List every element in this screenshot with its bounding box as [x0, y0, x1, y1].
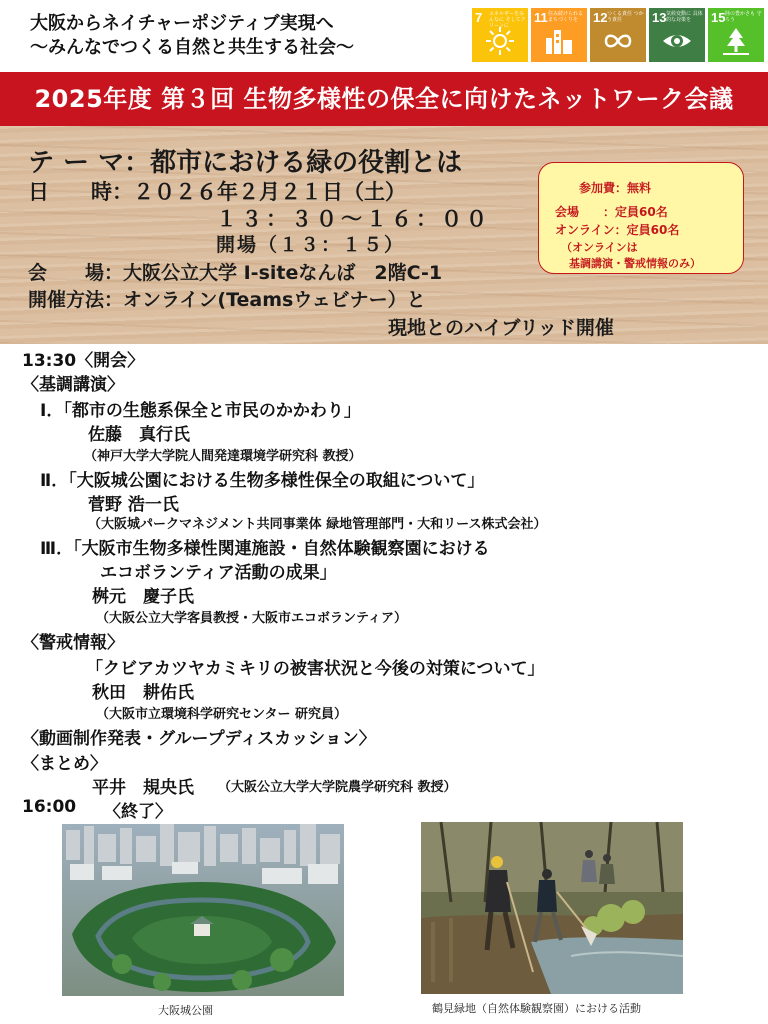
sdg-goal-11-tile [531, 8, 587, 62]
fee-online-capacity: オンライン：定員60名 [555, 223, 680, 237]
talk-1-affiliation: （神戸大学大学院人間発達環境学研究科 教授） [84, 449, 362, 464]
video-discussion-header: 〈動画制作発表・グループディスカッション〉 [22, 729, 376, 749]
sdg-goal-15-tile [708, 8, 764, 62]
fee-venue-capacity: 会場 ：定員60名 [555, 205, 668, 219]
sdg-number: 15 [711, 10, 726, 25]
talk-3-title-line2: エコボランティア活動の成果」 [100, 563, 337, 583]
keynote-header: 〈基調講演〉 [22, 375, 124, 395]
header-slogan-line1: 大阪からネイチャーポジティブ実現へ [30, 13, 334, 34]
talk-2-speaker: 菅野 浩一氏 [88, 495, 179, 515]
fee-note-line2: 基調講演・警戒情報のみ） [569, 257, 701, 270]
sdg-number: 12 [593, 10, 608, 25]
sdg-icon-row [472, 8, 764, 62]
talk-3-affiliation: （大阪公立大学客員教授・大阪市エコボランティア） [96, 611, 407, 626]
fee-box [538, 162, 744, 274]
alert-speaker: 秋田 耕佑氏 [92, 683, 194, 703]
event-theme: テ ー マ：都市における緑の役割とは [28, 148, 463, 178]
sdg-caption: 気候変動に 具体的な対策を [666, 11, 703, 23]
sdg-number: 13 [652, 10, 667, 25]
sdg-goal-7-tile [472, 8, 528, 62]
event-method-line2: 現地とのハイブリッド開催 [388, 317, 614, 339]
city-icon [544, 26, 574, 56]
talk-2-affiliation: （大阪城パークマネジメント共同事業体 緑地管理部門・大和リース株式会社） [88, 517, 547, 532]
event-method-line1: 開催方法：オンライン(Teamsウェビナー）と [28, 289, 426, 311]
event-time: １３：３０〜１６：００ [216, 207, 491, 231]
summary-header: 〈まとめ〉 [22, 754, 107, 774]
sdg-caption: エネルギーをみんなに そしてクリーンに [489, 11, 526, 29]
sun-icon [485, 26, 515, 56]
osaka-castle-park-photo [62, 824, 344, 996]
infinity-icon [603, 26, 633, 56]
event-title-banner: 2025年度 第３回 生物多様性の保全に向けたネットワーク会議 [0, 72, 768, 126]
header-slogan [30, 12, 450, 60]
event-date: 日 時：２０２６年２月２１日（土） [28, 180, 406, 204]
sdg-number: 7 [475, 10, 483, 25]
talk-1-title: Ⅰ．「都市の生態系保全と市民のかかわり」 [40, 401, 361, 421]
sdg-goal-13-tile [649, 8, 705, 62]
alert-header: 〈警戒情報〉 [22, 633, 124, 653]
tsurumi-ryokuchi-caption: 鶴見緑地（自然体験観察園）における活動 [432, 1002, 641, 1015]
sdg-caption: つくる責任 つかう責任 [607, 11, 644, 23]
talk-3-title-line1: Ⅲ．「大阪市生物多様性関連施設・自然体験観察園における [40, 539, 490, 559]
event-venue: 会 場：大阪公立大学 I-siteなんば 2階C-1 [28, 262, 443, 284]
sdg-goal-12-tile [590, 8, 646, 62]
talk-1-speaker: 佐藤 真行氏 [88, 425, 190, 445]
summary-affiliation: （大阪公立大学大学院農学研究科 教授） [218, 780, 457, 795]
header-slogan-line2: 〜みんなでつくる自然と共生する社会〜 [30, 37, 354, 58]
program-open: 13:30〈開会〉 [22, 351, 145, 371]
program-close-label: 〈終了〉 [104, 802, 172, 822]
sdg-caption: 陸の豊かさも 守ろう [725, 11, 762, 23]
summary-speaker: 平井 規央氏 [92, 778, 194, 798]
alert-title: 「クビアカツヤカミキリの被害状況と今後の対策について」 [86, 659, 545, 679]
tree-icon [721, 26, 751, 56]
eye-globe-icon [662, 26, 692, 56]
fee-title: 参加費：無料 [579, 181, 652, 195]
program-close-time: 16:00 [22, 797, 77, 817]
alert-affiliation: （大阪市立環境科学研究センター 研究員） [96, 707, 348, 722]
sdg-caption: 住み続けられる まちづくりを [548, 11, 584, 23]
osaka-castle-park-caption: 大阪城公園 [158, 1004, 213, 1017]
tsurumi-ryokuchi-activity-photo [421, 822, 683, 994]
talk-2-title: Ⅱ．「大阪城公園における生物多様性保全の取組について」 [40, 471, 485, 491]
fee-note-line1: （オンラインは [561, 241, 638, 254]
event-doors-open: 開場（１３：１５） [216, 234, 406, 256]
sdg-number: 11 [534, 10, 548, 25]
talk-3-speaker: 桝元 慶子氏 [92, 587, 194, 607]
